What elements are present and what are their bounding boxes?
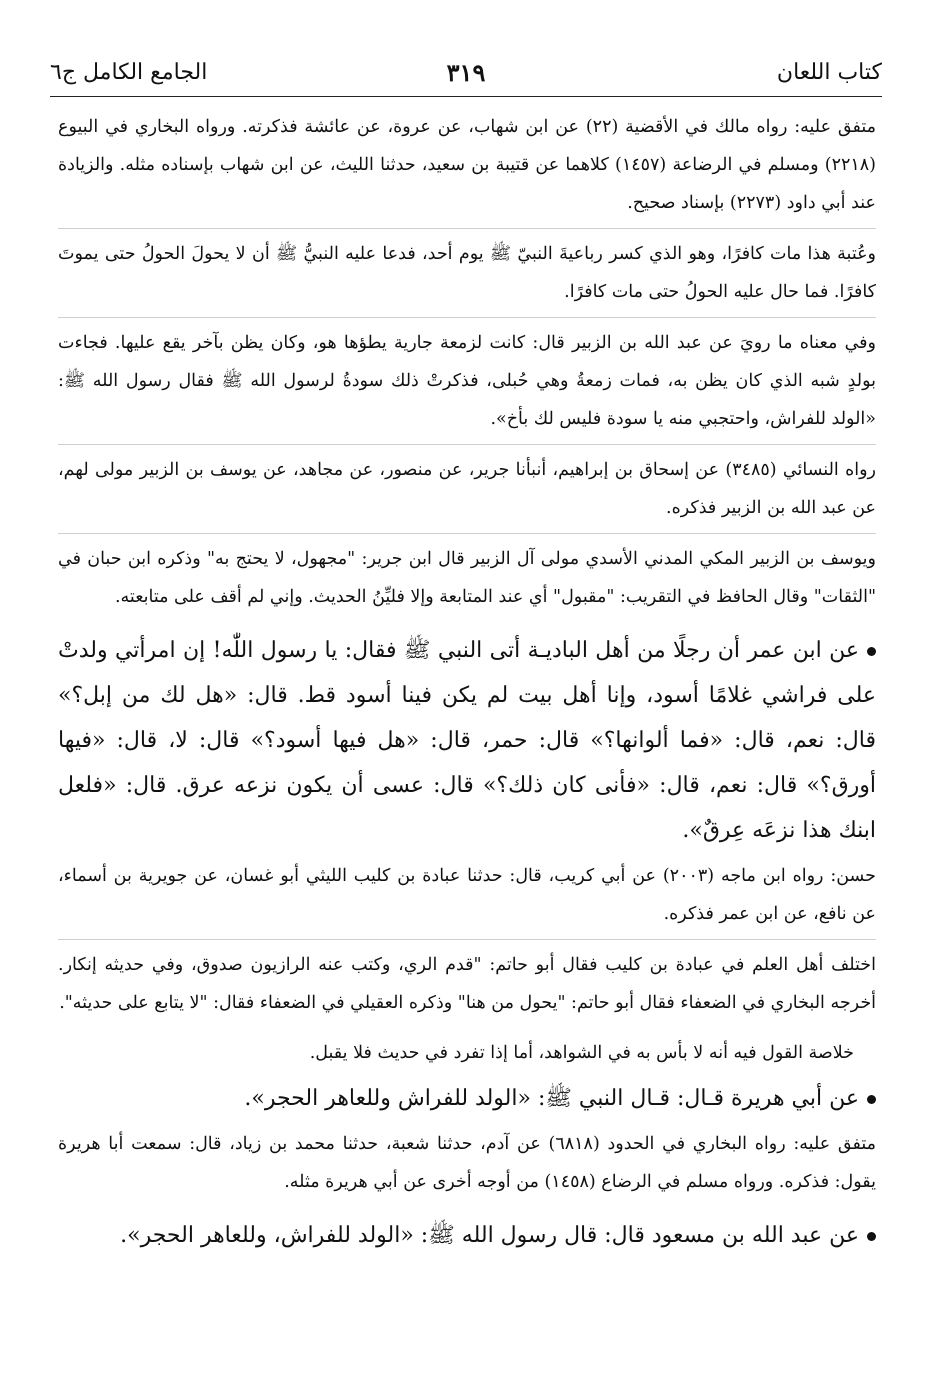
bullet-icon	[867, 1095, 876, 1104]
commentary-note: ويوسف بن الزبير المكي المدني الأسدي مولى آل الزبير قال ابن جرير: "مجهول، لا يحتج به" وذكره ابن حبان في "الثقات" وقال الحافظ في التقريب: "مقبول" أي عند المتابعة وإلا فليِّنُ الحديث. وإني لم أقف على متابعته.	[58, 549, 876, 607]
bullet-icon	[867, 1232, 876, 1241]
hadith-text	[58, 1076, 876, 1121]
commentary-note: اختلف أهل العلم في عبادة بن كليب فقال أبو حاتم: "قدم الري، وكتب عنه الرازيون صدوق، وفي حديثه إنكار. أخرجه البخاري في الضعفاء فقال أبو حاتم: "يحول من هنا" وذكره العقيلي في الضعفاء فقال: "لا يتابع على حديثه".	[58, 955, 876, 1013]
hadith-text	[58, 1213, 876, 1258]
header-divider	[50, 96, 882, 97]
page-header	[50, 52, 882, 92]
commentary-note: وفي معناه ما رويَ عن عبد الله بن الزبير قال: كانت لزمعة جارية يطؤها هو، وكان يظن بآخر يقع عليها. فجاءت بولدٍ شبه الذي كان يظن به، فمات زمعةُ وهي حُبلى، فذكرتْ ذلك سودةُ لرسول الله ﷺ فقال رسول الله ﷺ: «الولد للفراش، واحتجبي منه يا سودة فليس لك بأخ».	[58, 324, 876, 445]
takhrij-note: متفق عليه: رواه مالك في الأقضية (٢٢) عن ابن شهاب، عن عروة، عن عائشة فذكرته. ورواه البخاري في البيوع (٢٢١٨) ومسلم في الرضاعة (١٤٥٧) كلاهما عن قتيبة بن سعيد، حدثنا الليث، عن ابن شهاب بإسناده مثله. والزيادة عند أبي داود (٢٢٧٣) بإسناد صحيح.	[58, 108, 876, 229]
book-title: الجامع الكامل ج٦	[50, 59, 208, 85]
hadith-body: عن ابن عمر أن رجلًا من أهل الباديـة أتى النبي ﷺ فقال: يا رسول اللّٰه! إن امرأتي ولدتْ على فراشي غلامًا أسود، وإنا أهل بيت لم يكن فينا أسود قط. قال: «هل لك من إبل؟» قال: نعم، قال: «فما ألوانها؟» قال: حمر، قال: «هل فيها أسود؟» قال: لا، قال: «فيها أورق؟» قال: نعم، قال: «فأنى كان ذلك؟» قال: عسى أن يكون نزعه عرق. قال: «فلعل ابنك هذا نزعَه عِرقٌ».	[58, 638, 876, 843]
hadith-body: عن عبد الله بن مسعود قال: قال رسول الله ﷺ: «الولد للفراش، وللعاهر الحجر».	[120, 1223, 859, 1248]
takhrij-note: رواه النسائي (٣٤٨٥) عن إسحاق بن إبراهيم، أنبأنا جرير، عن منصور، عن مجاهد، عن يوسف بن الزبير مولى لهم، عن عبد الله بن الزبير فذكره.	[58, 451, 876, 534]
takhrij-note: حسن: رواه ابن ماجه (٢٠٠٣) عن أبي كريب، قال: حدثنا عبادة بن كليب الليثي أبو غسان، عن جويرية بن أسماء، عن نافع، عن ابن عمر فذكره.	[58, 857, 876, 940]
page-body	[58, 108, 876, 1262]
bullet-icon	[867, 647, 876, 656]
page-number: ٣١٩	[446, 57, 486, 87]
summary-note: خلاصة القول فيه أنه لا بأس به في الشواهد، أما إذا تفرد في حديث فلا يقبل.	[309, 1043, 854, 1063]
hadith-body: عن أبي هريرة قـال: قـال النبي ﷺ: «الولد للفراش وللعاهر الحجر».	[244, 1086, 859, 1111]
commentary-note: وعُتبة هذا مات كافرًا، وهو الذي كسر رباعيةَ النبيّ ﷺ يوم أحد، فدعا عليه النبيُّ ﷺ أن لا يحولَ الحولُ حتى يموتَ كافرًا. فما حال عليه الحولُ حتى مات كافرًا.	[58, 235, 876, 318]
takhrij-note: متفق عليه: رواه البخاري في الحدود (٦٨١٨) عن آدم، حدثنا شعبة، حدثنا محمد بن زياد، قال: سمعت أبا هريرة يقول: فذكره. ورواه مسلم في الرضاع (١٤٥٨) من أوجه أخرى عن أبي هريرة مثله.	[58, 1134, 877, 1192]
chapter-title: كتاب اللعان	[776, 59, 882, 85]
hadith-text	[58, 628, 876, 853]
